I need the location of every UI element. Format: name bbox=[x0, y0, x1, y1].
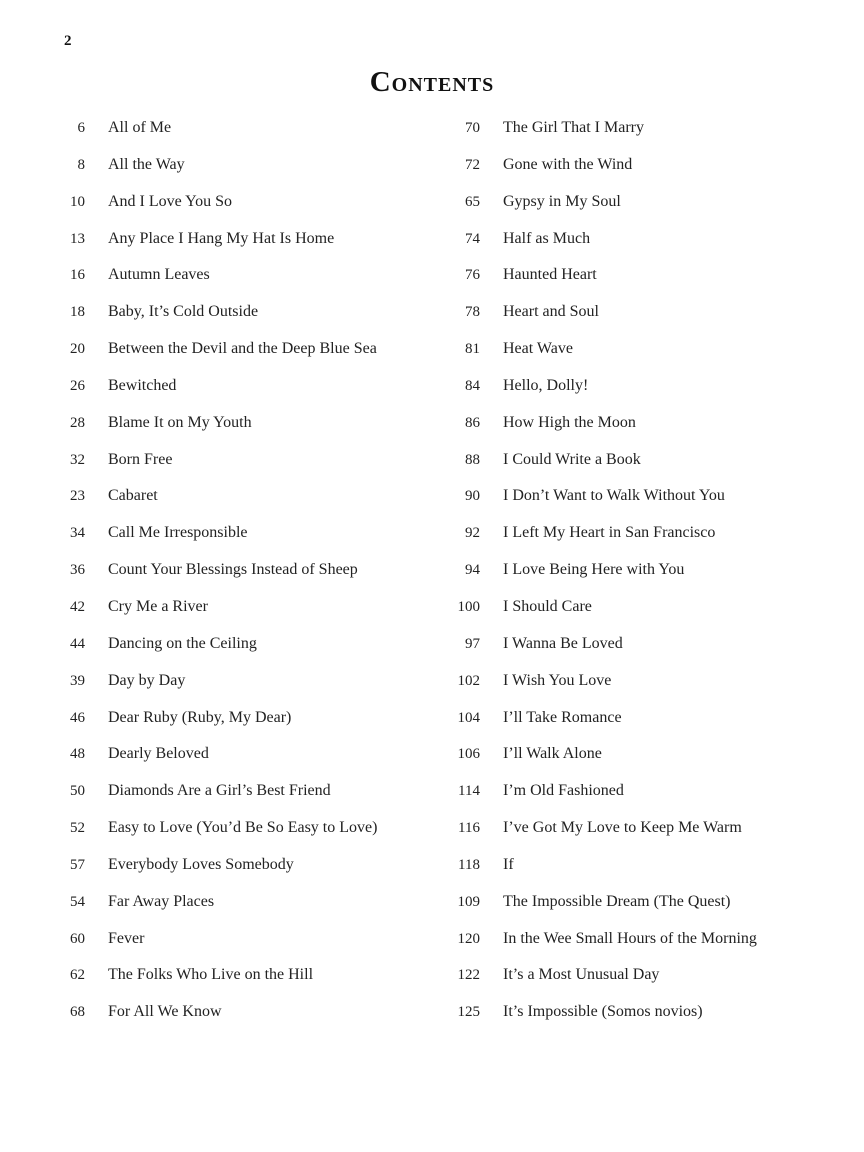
entry-song-title: I Should Care bbox=[503, 597, 592, 615]
entry-song-title: Dear Ruby (Ruby, My Dear) bbox=[108, 708, 292, 726]
entry-page-number: 65 bbox=[465, 193, 480, 210]
entry-song-title: Baby, It’s Cold Outside bbox=[108, 303, 259, 321]
contents-entry bbox=[52, 663, 432, 700]
entry-song-title: For All We Know bbox=[108, 1003, 222, 1021]
contents-entry bbox=[52, 147, 432, 184]
entry-page-number: 116 bbox=[458, 820, 480, 837]
entry-page-number: 74 bbox=[465, 230, 480, 247]
entry-page-number: 120 bbox=[457, 930, 480, 947]
entry-page-number: 44 bbox=[70, 635, 85, 652]
entry-song-title: It’s Impossible (Somos novios) bbox=[503, 1003, 703, 1021]
contents-entry bbox=[447, 221, 847, 258]
entry-song-title: All the Way bbox=[108, 155, 185, 173]
contents-entry bbox=[447, 589, 847, 626]
contents-entry bbox=[447, 552, 847, 589]
contents-entry bbox=[447, 921, 847, 958]
entry-page-number: 36 bbox=[70, 562, 85, 579]
contents-entry bbox=[52, 884, 432, 921]
contents-entry bbox=[52, 442, 432, 479]
entry-song-title: Bewitched bbox=[108, 376, 177, 394]
contents-entry bbox=[52, 810, 432, 847]
entry-page-number: 84 bbox=[465, 377, 480, 394]
entry-song-title: I’ve Got My Love to Keep Me Warm bbox=[503, 819, 742, 837]
entry-page-number: 62 bbox=[70, 967, 85, 984]
contents-entry bbox=[447, 810, 847, 847]
entry-song-title: I Love Being Here with You bbox=[503, 561, 685, 579]
contents-entry bbox=[52, 773, 432, 810]
contents-entry bbox=[447, 478, 847, 515]
contents-entry bbox=[52, 294, 432, 331]
page-title: Contents bbox=[369, 66, 495, 98]
entry-page-number: 48 bbox=[70, 746, 85, 763]
contents-left-column bbox=[52, 110, 432, 1031]
entry-page-number: 100 bbox=[457, 598, 480, 615]
entry-page-number: 16 bbox=[70, 267, 85, 284]
entry-page-number: 68 bbox=[70, 1004, 85, 1021]
entry-page-number: 106 bbox=[457, 746, 480, 763]
entry-page-number: 52 bbox=[70, 820, 85, 837]
contents-entry bbox=[447, 663, 847, 700]
entry-page-number: 97 bbox=[465, 635, 480, 652]
entry-page-number: 28 bbox=[70, 414, 85, 431]
entry-song-title: In the Wee Small Hours of the Morning bbox=[503, 929, 757, 947]
entry-page-number: 114 bbox=[458, 783, 480, 800]
contents-entry bbox=[447, 442, 847, 479]
entry-song-title: I Don’t Want to Walk Without You bbox=[503, 487, 725, 505]
entry-page-number: 57 bbox=[70, 856, 85, 873]
contents-entry bbox=[52, 405, 432, 442]
entry-song-title: The Folks Who Live on the Hill bbox=[108, 966, 314, 984]
entry-page-number: 42 bbox=[70, 598, 85, 615]
entry-song-title: Blame It on My Youth bbox=[108, 413, 252, 431]
entry-page-number: 92 bbox=[465, 525, 480, 542]
entry-song-title: I’m Old Fashioned bbox=[503, 782, 624, 800]
contents-entry bbox=[447, 257, 847, 294]
entry-page-number: 13 bbox=[70, 230, 85, 247]
contents-entry bbox=[52, 921, 432, 958]
entry-page-number: 23 bbox=[70, 488, 85, 505]
page-number: 2 bbox=[64, 33, 72, 49]
entry-page-number: 125 bbox=[457, 1004, 480, 1021]
entry-song-title: Gone with the Wind bbox=[503, 155, 633, 173]
entry-song-title: Cry Me a River bbox=[108, 597, 208, 615]
entry-page-number: 102 bbox=[457, 672, 480, 689]
contents-entry bbox=[447, 626, 847, 663]
entry-page-number: 20 bbox=[70, 341, 85, 358]
contents-entry bbox=[447, 884, 847, 921]
entry-page-number: 32 bbox=[70, 451, 85, 468]
entry-page-number: 109 bbox=[457, 893, 480, 910]
entry-page-number: 118 bbox=[458, 856, 480, 873]
contents-entry bbox=[52, 700, 432, 737]
entry-page-number: 94 bbox=[465, 562, 480, 579]
contents-entry bbox=[447, 110, 847, 147]
contents-entry bbox=[52, 626, 432, 663]
contents-entry bbox=[447, 368, 847, 405]
contents-entry bbox=[447, 515, 847, 552]
entry-page-number: 70 bbox=[465, 120, 480, 136]
entry-song-title: How High the Moon bbox=[503, 413, 636, 431]
contents-entry bbox=[447, 331, 847, 368]
entry-song-title: Half as Much bbox=[503, 229, 591, 247]
entry-song-title: Gypsy in My Soul bbox=[503, 192, 621, 210]
entry-page-number: 88 bbox=[465, 451, 480, 468]
entry-song-title: The Impossible Dream (The Quest) bbox=[503, 892, 731, 910]
entry-song-title: It’s a Most Unusual Day bbox=[503, 966, 660, 984]
entry-page-number: 122 bbox=[457, 967, 480, 984]
entry-page-number: 54 bbox=[70, 893, 85, 910]
entry-song-title: Cabaret bbox=[108, 487, 158, 505]
contents-entry bbox=[52, 110, 432, 147]
entry-page-number: 104 bbox=[457, 709, 480, 726]
entry-page-number: 39 bbox=[70, 672, 85, 689]
entry-page-number: 46 bbox=[70, 709, 85, 726]
contents-entry bbox=[447, 700, 847, 737]
contents-entry bbox=[52, 221, 432, 258]
entry-page-number: 72 bbox=[465, 156, 480, 173]
entry-song-title: Heart and Soul bbox=[503, 303, 599, 321]
entry-song-title: The Girl That I Marry bbox=[503, 119, 644, 136]
contents-entry bbox=[52, 957, 432, 994]
entry-song-title: I Left My Heart in San Francisco bbox=[503, 524, 716, 542]
entry-song-title: All of Me bbox=[108, 119, 172, 136]
entry-song-title: I Wish You Love bbox=[503, 671, 612, 689]
entry-song-title: Call Me Irresponsible bbox=[108, 524, 248, 542]
entry-song-title: Between the Devil and the Deep Blue Sea bbox=[108, 340, 377, 358]
entry-song-title: Heat Wave bbox=[503, 340, 573, 358]
entry-song-title: Any Place I Hang My Hat Is Home bbox=[108, 229, 335, 247]
entry-page-number: 90 bbox=[465, 488, 480, 505]
entry-page-number: 18 bbox=[70, 304, 85, 321]
contents-entry bbox=[447, 957, 847, 994]
entry-page-number: 86 bbox=[465, 414, 480, 431]
entry-song-title: Everybody Loves Somebody bbox=[108, 855, 294, 873]
contents-entry bbox=[52, 257, 432, 294]
contents-entry bbox=[447, 994, 847, 1031]
contents-entry bbox=[447, 736, 847, 773]
entry-song-title: Far Away Places bbox=[108, 892, 215, 910]
entry-song-title: I’ll Take Romance bbox=[503, 708, 622, 726]
contents-entry bbox=[52, 515, 432, 552]
entry-page-number: 34 bbox=[70, 525, 85, 542]
entry-song-title: Easy to Love (You’d Be So Easy to Love) bbox=[108, 819, 378, 837]
entry-song-title: Fever bbox=[108, 929, 145, 947]
contents-entry bbox=[447, 147, 847, 184]
entry-song-title: I Could Write a Book bbox=[503, 450, 641, 468]
entry-song-title: If bbox=[503, 855, 514, 873]
entry-page-number: 60 bbox=[70, 930, 85, 947]
entry-page-number: 78 bbox=[465, 304, 480, 321]
contents-entry bbox=[447, 405, 847, 442]
contents-entry bbox=[52, 552, 432, 589]
contents-entry bbox=[52, 847, 432, 884]
entry-song-title: Autumn Leaves bbox=[108, 266, 210, 284]
entry-page-number: 76 bbox=[465, 267, 480, 284]
contents-entry bbox=[52, 736, 432, 773]
contents-entry bbox=[52, 368, 432, 405]
entry-page-number: 8 bbox=[77, 156, 85, 173]
entry-song-title: Born Free bbox=[108, 450, 173, 468]
contents-entry bbox=[52, 478, 432, 515]
entry-song-title: I Wanna Be Loved bbox=[503, 634, 623, 652]
contents-entry bbox=[52, 331, 432, 368]
entry-page-number: 81 bbox=[465, 341, 480, 358]
contents-entry bbox=[52, 589, 432, 626]
entry-song-title: Dearly Beloved bbox=[108, 745, 209, 763]
contents-entry bbox=[447, 294, 847, 331]
entry-song-title: And I Love You So bbox=[108, 192, 233, 210]
contents-entry bbox=[447, 184, 847, 221]
contents-entry bbox=[52, 994, 432, 1031]
contents-right-column bbox=[447, 110, 847, 1031]
entry-song-title: Diamonds Are a Girl’s Best Friend bbox=[108, 782, 331, 800]
entry-song-title: Dancing on the Ceiling bbox=[108, 634, 257, 652]
entry-page-number: 10 bbox=[70, 193, 85, 210]
entry-song-title: Count Your Blessings Instead of Sheep bbox=[108, 561, 358, 579]
contents-entry bbox=[447, 847, 847, 884]
entry-song-title: I’ll Walk Alone bbox=[503, 745, 602, 763]
entry-page-number: 50 bbox=[70, 783, 85, 800]
entry-song-title: Day by Day bbox=[108, 671, 186, 689]
entry-page-number: 26 bbox=[70, 377, 85, 394]
entry-song-title: Hello, Dolly! bbox=[503, 376, 589, 394]
contents-entry bbox=[52, 184, 432, 221]
entry-page-number: 6 bbox=[77, 120, 85, 136]
contents-entry bbox=[447, 773, 847, 810]
entry-song-title: Haunted Heart bbox=[503, 266, 597, 284]
